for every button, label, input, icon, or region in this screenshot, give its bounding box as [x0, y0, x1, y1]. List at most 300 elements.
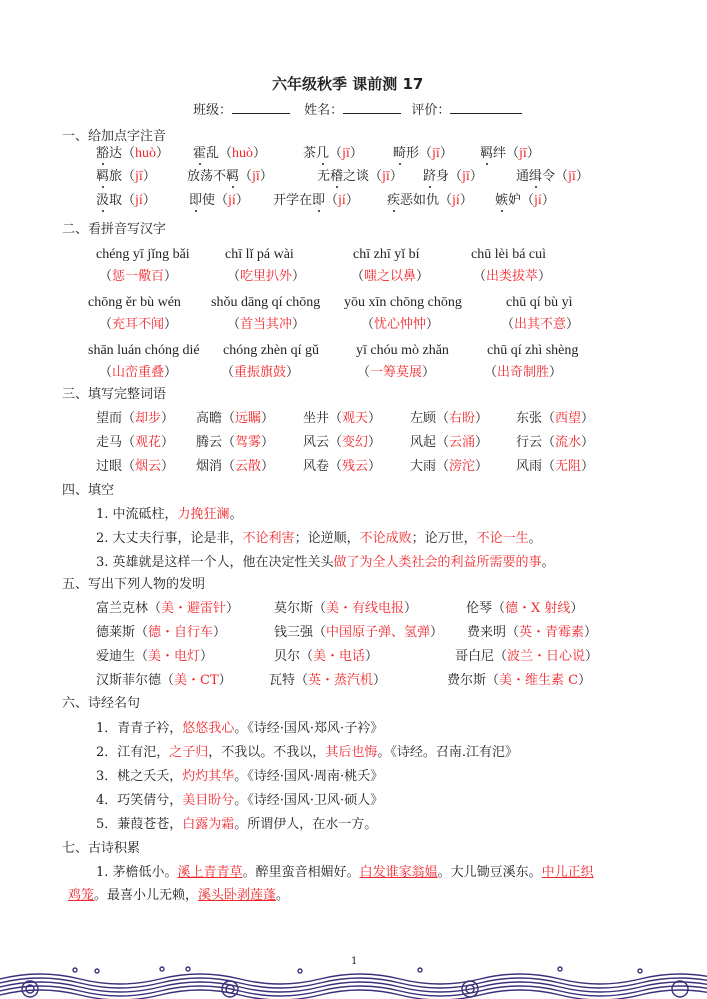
bracket: （: [295, 673, 309, 688]
bracket: （: [99, 365, 113, 380]
word-with-dot: [393, 146, 419, 162]
bracket: （: [239, 169, 253, 184]
answer-text: 美・有线电报: [326, 601, 405, 616]
text-segment: 3. 英雄就是这样一个人，他在决定性关头: [96, 555, 334, 570]
bracket: （: [542, 435, 556, 450]
answer-item: [99, 317, 177, 333]
section-heading: 五、写出下列人物的发明: [62, 577, 206, 592]
inventor-item: [466, 601, 583, 617]
answer-text: jī: [382, 169, 390, 184]
bracket: （: [313, 601, 327, 616]
word-text: 羁旅: [96, 169, 123, 184]
bracket: ）: [261, 411, 275, 426]
bracket: ）: [373, 673, 387, 688]
bracket: ）: [365, 649, 379, 664]
bracket: （: [351, 269, 365, 284]
answer-text: 德・自行车: [148, 625, 214, 640]
answer-text: 无阻: [555, 459, 582, 474]
word-with-dot: [423, 169, 449, 185]
idiom-prefix: 风雨: [516, 459, 543, 474]
idiom-prefix: 风起: [410, 435, 437, 450]
bracket: ）: [368, 459, 382, 474]
bracket: ）: [164, 269, 178, 284]
idiom-item: [303, 459, 381, 475]
bracket: ）: [585, 649, 599, 664]
answer-text: jī: [568, 169, 576, 184]
bracket: （: [329, 146, 343, 161]
text-line: [96, 531, 542, 547]
bracket: ）: [161, 411, 175, 426]
answer-text: 嗤之以鼻: [364, 269, 417, 284]
text-segment: 。: [276, 888, 290, 903]
answer-text: 却步: [135, 411, 162, 426]
word-with-dot: [317, 169, 369, 185]
answer-text: 中儿正织: [541, 865, 594, 880]
answer-item: [227, 317, 305, 333]
inventor-name: 德莱斯: [96, 625, 136, 640]
text-segment: 。最喜小儿无赖，: [94, 888, 199, 903]
text-segment: 4．巧笑倩兮，: [96, 793, 183, 808]
answer-item: [361, 317, 439, 333]
answer-text: 远瞩: [235, 411, 262, 426]
bracket: ）: [218, 673, 232, 688]
text-segment: 。所谓伊人，在水一方。: [234, 817, 378, 832]
evaluation-field[interactable]: [450, 101, 522, 114]
answer-text: 充耳不闻: [112, 317, 165, 332]
answer-text: 其后也悔: [325, 745, 378, 760]
answer-text: 溪头卧剥莲蓬: [198, 888, 277, 903]
answer-text: jí: [534, 193, 542, 208]
name-field[interactable]: [343, 101, 401, 114]
idiom-prefix: 风云: [303, 435, 330, 450]
answer-text: 美目盼兮: [182, 793, 235, 808]
inventor-item: [269, 673, 386, 689]
answer-text: jī: [519, 146, 527, 161]
bracket: （: [506, 146, 520, 161]
text-line: [96, 507, 243, 523]
wave-border-decoration: [0, 965, 707, 999]
word-text: 豁达: [96, 146, 123, 161]
pinyin-item: [387, 193, 473, 209]
answer-text: 首当其冲: [240, 317, 293, 332]
bracket: ）: [142, 193, 156, 208]
bracket: ）: [475, 435, 489, 450]
idiom-prefix: 左顾: [410, 411, 437, 426]
word-text: 畸形: [393, 146, 420, 161]
word-with-dot: [96, 193, 122, 209]
answer-text: 美・避雷针: [161, 601, 227, 616]
answer-item: [501, 317, 579, 333]
bracket: （: [329, 411, 343, 426]
bracket: （: [436, 435, 450, 450]
text-segment: 3．桃之夭夭，: [96, 769, 183, 784]
bracket: （: [122, 459, 136, 474]
text-line: [96, 721, 383, 737]
bracket: （: [484, 365, 498, 380]
bracket: ）: [161, 459, 175, 474]
answer-text: 英・蒸汽机: [308, 673, 374, 688]
bracket: ）: [259, 169, 273, 184]
emphasis-dot-icon: [199, 163, 201, 165]
text-segment: 1．青青子衿，: [96, 721, 183, 736]
idiom-item: [96, 435, 174, 451]
answer-text: 出其不意: [514, 317, 567, 332]
idiom-item: [410, 435, 488, 451]
idiom-prefix: 烟消: [196, 459, 223, 474]
bracket: ）: [581, 435, 595, 450]
pinyin-item: [393, 146, 453, 162]
text-segment: 。: [229, 507, 243, 522]
bracket: ）: [156, 146, 170, 161]
text-segment: 。大儿锄豆溪东。: [437, 865, 542, 880]
word-text: 茶几: [303, 146, 330, 161]
bracket: ）: [439, 146, 453, 161]
idiom-item: [410, 459, 488, 475]
bracket: ）: [345, 193, 359, 208]
bracket: ）: [475, 411, 489, 426]
word-with-dot: [96, 169, 122, 185]
text-segment: 5．蒹葭苍苍，: [96, 817, 183, 832]
idiom-item: [196, 435, 274, 451]
idiom-prefix: 腾云: [196, 435, 223, 450]
inventor-item: [96, 649, 213, 665]
answer-text: 吃里扒外: [240, 269, 293, 284]
bracket: ）: [538, 269, 552, 284]
bracket: ）: [292, 269, 306, 284]
emphasis-dot-icon: [195, 210, 197, 212]
idiom-item: [410, 411, 488, 427]
pinyin-item: [317, 169, 403, 185]
word-text: 开学在即: [273, 193, 326, 208]
word-with-dot: [189, 193, 215, 209]
bracket: ）: [142, 169, 156, 184]
bracket: ）: [584, 625, 598, 640]
answer-text: 波兰・日心说: [507, 649, 586, 664]
answer-text: 美・电灯: [148, 649, 201, 664]
bracket: ）: [349, 146, 363, 161]
pinyin-text: yōu xīn chōng chōng: [344, 295, 462, 310]
bracket: ）: [541, 193, 555, 208]
bracket: （: [122, 435, 136, 450]
pinyin-text: chī zhī yǐ bí: [353, 247, 420, 262]
emphasis-dot-icon: [102, 210, 104, 212]
bracket: ）: [161, 435, 175, 450]
section-heading: 三、填写完整词语: [62, 387, 167, 402]
answer-item: [221, 365, 299, 381]
bracket: ）: [368, 435, 382, 450]
answer-text: 之子归: [169, 745, 209, 760]
bracket: ）: [469, 169, 483, 184]
text-segment: ；论万世，: [411, 531, 477, 546]
answer-text: 山峦重叠: [112, 365, 165, 380]
emphasis-dot-icon: [102, 186, 104, 188]
bracket: ）: [581, 411, 595, 426]
inventor-item: [455, 649, 598, 665]
bracket: ）: [261, 435, 275, 450]
pinyin-item: [303, 146, 363, 162]
text-segment: ，不我以。不我以，: [208, 745, 326, 760]
word-with-dot: [495, 193, 521, 209]
idiom-item: [303, 411, 381, 427]
answer-text: 观天: [342, 411, 369, 426]
answer-item: [351, 269, 429, 285]
emphasis-dot-icon: [102, 163, 104, 165]
inventor-name: 钱三强: [274, 625, 314, 640]
bracket: （: [486, 673, 500, 688]
bracket: ）: [253, 146, 267, 161]
inventor-name: 贝尔: [274, 649, 301, 664]
bracket: （: [222, 411, 236, 426]
answer-item: [357, 365, 435, 381]
pinyin-item: [193, 146, 266, 162]
pinyin-item: [189, 193, 249, 209]
bracket: （: [501, 317, 515, 332]
text-line: [96, 769, 383, 785]
answer-text: 出奇制胜: [497, 365, 550, 380]
bracket: （: [449, 169, 463, 184]
bracket: ）: [368, 411, 382, 426]
answer-text: jí: [452, 193, 460, 208]
answer-text: jí: [135, 193, 143, 208]
bracket: （: [215, 193, 229, 208]
idiom-prefix: 走马: [96, 435, 123, 450]
word-with-dot: [273, 193, 325, 209]
pinyin-item: [273, 193, 359, 209]
word-text: 疾恶如仇: [387, 193, 440, 208]
text-segment: 。《诗经·国风·卫风·硕人》: [234, 793, 384, 808]
name-label: 姓名：: [304, 103, 344, 118]
answer-text: 鸡笼: [68, 888, 95, 903]
bracket: （: [329, 459, 343, 474]
answer-text: 德・X 射线: [505, 601, 571, 616]
answer-text: 中国原子弹、氢弹: [326, 625, 431, 640]
bracket: （: [325, 193, 339, 208]
pinyin-item: [480, 146, 540, 162]
text-segment: 2．江有汜，: [96, 745, 170, 760]
idiom-item: [196, 459, 274, 475]
evaluation-label: 评价：: [411, 103, 451, 118]
bracket: （: [122, 193, 136, 208]
bracket: ）: [570, 601, 584, 616]
idiom-item: [516, 435, 594, 451]
bracket: （: [122, 411, 136, 426]
pinyin-text: chóng zhèn qí gǔ: [223, 343, 320, 358]
inventor-item: [274, 625, 443, 641]
inventor-name: 瓦特: [269, 673, 296, 688]
student-info-line: [193, 101, 522, 119]
inventor-item: [447, 673, 591, 689]
answer-text: jī: [342, 146, 350, 161]
pinyin-item: [423, 169, 483, 185]
pinyin-item: [96, 169, 156, 185]
idiom-item: [516, 411, 594, 427]
word-with-dot: [480, 146, 506, 162]
bracket: （: [221, 365, 235, 380]
inventor-item: [274, 649, 378, 665]
idiom-prefix: 行云: [516, 435, 543, 450]
answer-text: 不论一生: [476, 531, 529, 546]
idiom-item: [96, 459, 174, 475]
bracket: （: [542, 459, 556, 474]
bracket: ）: [578, 673, 592, 688]
page-title: 六年级秋季 课前测 17: [272, 75, 424, 93]
word-text: 即使: [189, 193, 216, 208]
bracket: ）: [459, 193, 473, 208]
bracket: ）: [566, 317, 580, 332]
text-segment: ；论逆顺，: [294, 531, 360, 546]
pinyin-item: [187, 169, 273, 185]
answer-text: jī: [462, 169, 470, 184]
answer-text: 做了为全人类社会的利益所需要的事: [333, 555, 542, 570]
bracket: （: [227, 269, 241, 284]
text-segment: 2. 大丈夫行事，论是非，: [96, 531, 243, 546]
answer-item: [484, 365, 562, 381]
bracket: （: [436, 411, 450, 426]
section-heading: 四、填空: [62, 483, 115, 498]
bracket: （: [135, 649, 149, 664]
answer-text: 变幻: [342, 435, 369, 450]
text-line: [96, 865, 594, 881]
word-text: 跻身: [423, 169, 450, 184]
section-heading: 七、古诗积累: [62, 841, 141, 856]
section-heading: 一、给加点字注音: [62, 129, 167, 144]
bracket: ）: [526, 146, 540, 161]
idiom-prefix: 过眼: [96, 459, 123, 474]
bracket: ）: [164, 365, 178, 380]
idiom-prefix: 东张: [516, 411, 543, 426]
answer-text: 云散: [235, 459, 262, 474]
answer-text: 右盼: [449, 411, 476, 426]
answer-text: 不论成败: [359, 531, 412, 546]
answer-text: 驾雾: [235, 435, 262, 450]
answer-text: 出类拔萃: [486, 269, 539, 284]
bracket: （: [313, 625, 327, 640]
word-text: 通缉令: [516, 169, 556, 184]
bracket: （: [473, 269, 487, 284]
bracket: ）: [292, 317, 306, 332]
class-field[interactable]: [232, 101, 290, 114]
pinyin-text: chū qí zhì shèng: [487, 343, 579, 358]
idiom-prefix: 望而: [96, 411, 123, 426]
pinyin-text: chū lèi bá cuì: [471, 247, 547, 262]
bracket: ）: [200, 649, 214, 664]
answer-text: 残云: [342, 459, 369, 474]
word-text: 羁绊: [480, 146, 507, 161]
text-line: [96, 745, 518, 761]
emphasis-dot-icon: [318, 210, 320, 212]
bracket: （: [357, 365, 371, 380]
answer-text: jí: [228, 193, 236, 208]
bracket: ）: [261, 459, 275, 474]
bracket: （: [419, 146, 433, 161]
word-with-dot: [516, 169, 555, 185]
answer-item: [227, 269, 305, 285]
bracket: （: [329, 435, 343, 450]
section-heading: 二、看拼音写汉字: [62, 222, 167, 237]
text-segment: 。《诗经。召南.江有汜》: [377, 745, 518, 760]
idiom-item: [96, 411, 174, 427]
inventor-name: 费尔斯: [447, 673, 487, 688]
bracket: （: [521, 193, 535, 208]
pinyin-item: [96, 146, 169, 162]
answer-text: 一筹莫展: [370, 365, 423, 380]
word-text: 汲取: [96, 193, 123, 208]
bracket: （: [369, 169, 383, 184]
answer-item: [473, 269, 551, 285]
bracket: ）: [575, 169, 589, 184]
idiom-item: [303, 435, 381, 451]
inventor-name: 爱迪生: [96, 649, 136, 664]
bracket: （: [300, 649, 314, 664]
answer-text: 惩一儆百: [112, 269, 165, 284]
text-segment: 。《诗经·国风·周南·桃夭》: [234, 769, 384, 784]
bracket: ）: [430, 625, 444, 640]
answer-text: jī: [252, 169, 260, 184]
pinyin-item: [516, 169, 589, 185]
idiom-prefix: 高瞻: [196, 411, 223, 426]
answer-item: [99, 269, 177, 285]
answer-text: 灼灼其华: [182, 769, 235, 784]
text-segment: 。: [528, 531, 542, 546]
emphasis-dot-icon: [336, 186, 338, 188]
bracket: （: [99, 317, 113, 332]
answer-text: 白露为霜: [182, 817, 235, 832]
answer-text: 白发谁家翁媪: [359, 865, 438, 880]
answer-text: 滂沱: [449, 459, 476, 474]
inventor-name: 富兰克林: [96, 601, 149, 616]
idiom-prefix: 风卷: [303, 459, 330, 474]
inventor-name: 费来明: [467, 625, 507, 640]
inventor-item: [96, 673, 232, 689]
text-segment: 。: [541, 555, 555, 570]
inventor-name: 哥白尼: [455, 649, 495, 664]
inventor-name: 汉斯菲尔德: [96, 673, 162, 688]
text-line: [96, 793, 383, 809]
inventor-item: [96, 625, 226, 641]
pinyin-text: shǒu dāng qí chōng: [211, 295, 321, 310]
pinyin-item: [96, 193, 156, 209]
inventor-item: [96, 601, 239, 617]
pinyin-text: chōng ěr bù wén: [88, 295, 181, 310]
word-with-dot: [187, 169, 239, 185]
pinyin-text: chī lǐ pá wài: [225, 247, 294, 262]
inventor-item: [274, 601, 417, 617]
answer-text: huò: [135, 146, 157, 161]
bracket: ）: [226, 601, 240, 616]
bracket: ）: [389, 169, 403, 184]
answer-text: 重振旗鼓: [234, 365, 287, 380]
word-text: 霍乱: [193, 146, 220, 161]
answer-text: 烟云: [135, 459, 162, 474]
bracket: ）: [549, 365, 563, 380]
bracket: （: [555, 169, 569, 184]
answer-text: 力挽狂澜: [177, 507, 230, 522]
bracket: （: [436, 459, 450, 474]
word-text: 嫉妒: [495, 193, 522, 208]
bracket: （: [122, 146, 136, 161]
answer-text: 忧心忡忡: [374, 317, 427, 332]
answer-text: jī: [135, 169, 143, 184]
answer-text: jī: [432, 146, 440, 161]
inventor-item: [467, 625, 597, 641]
bracket: ）: [404, 601, 418, 616]
answer-text: 英・青霉素: [519, 625, 585, 640]
bracket: （: [219, 146, 233, 161]
page-number: 1: [351, 956, 358, 967]
pinyin-text: shān luán chóng dié: [88, 343, 200, 358]
answer-text: 流水: [555, 435, 582, 450]
class-label: 班级：: [193, 103, 233, 118]
